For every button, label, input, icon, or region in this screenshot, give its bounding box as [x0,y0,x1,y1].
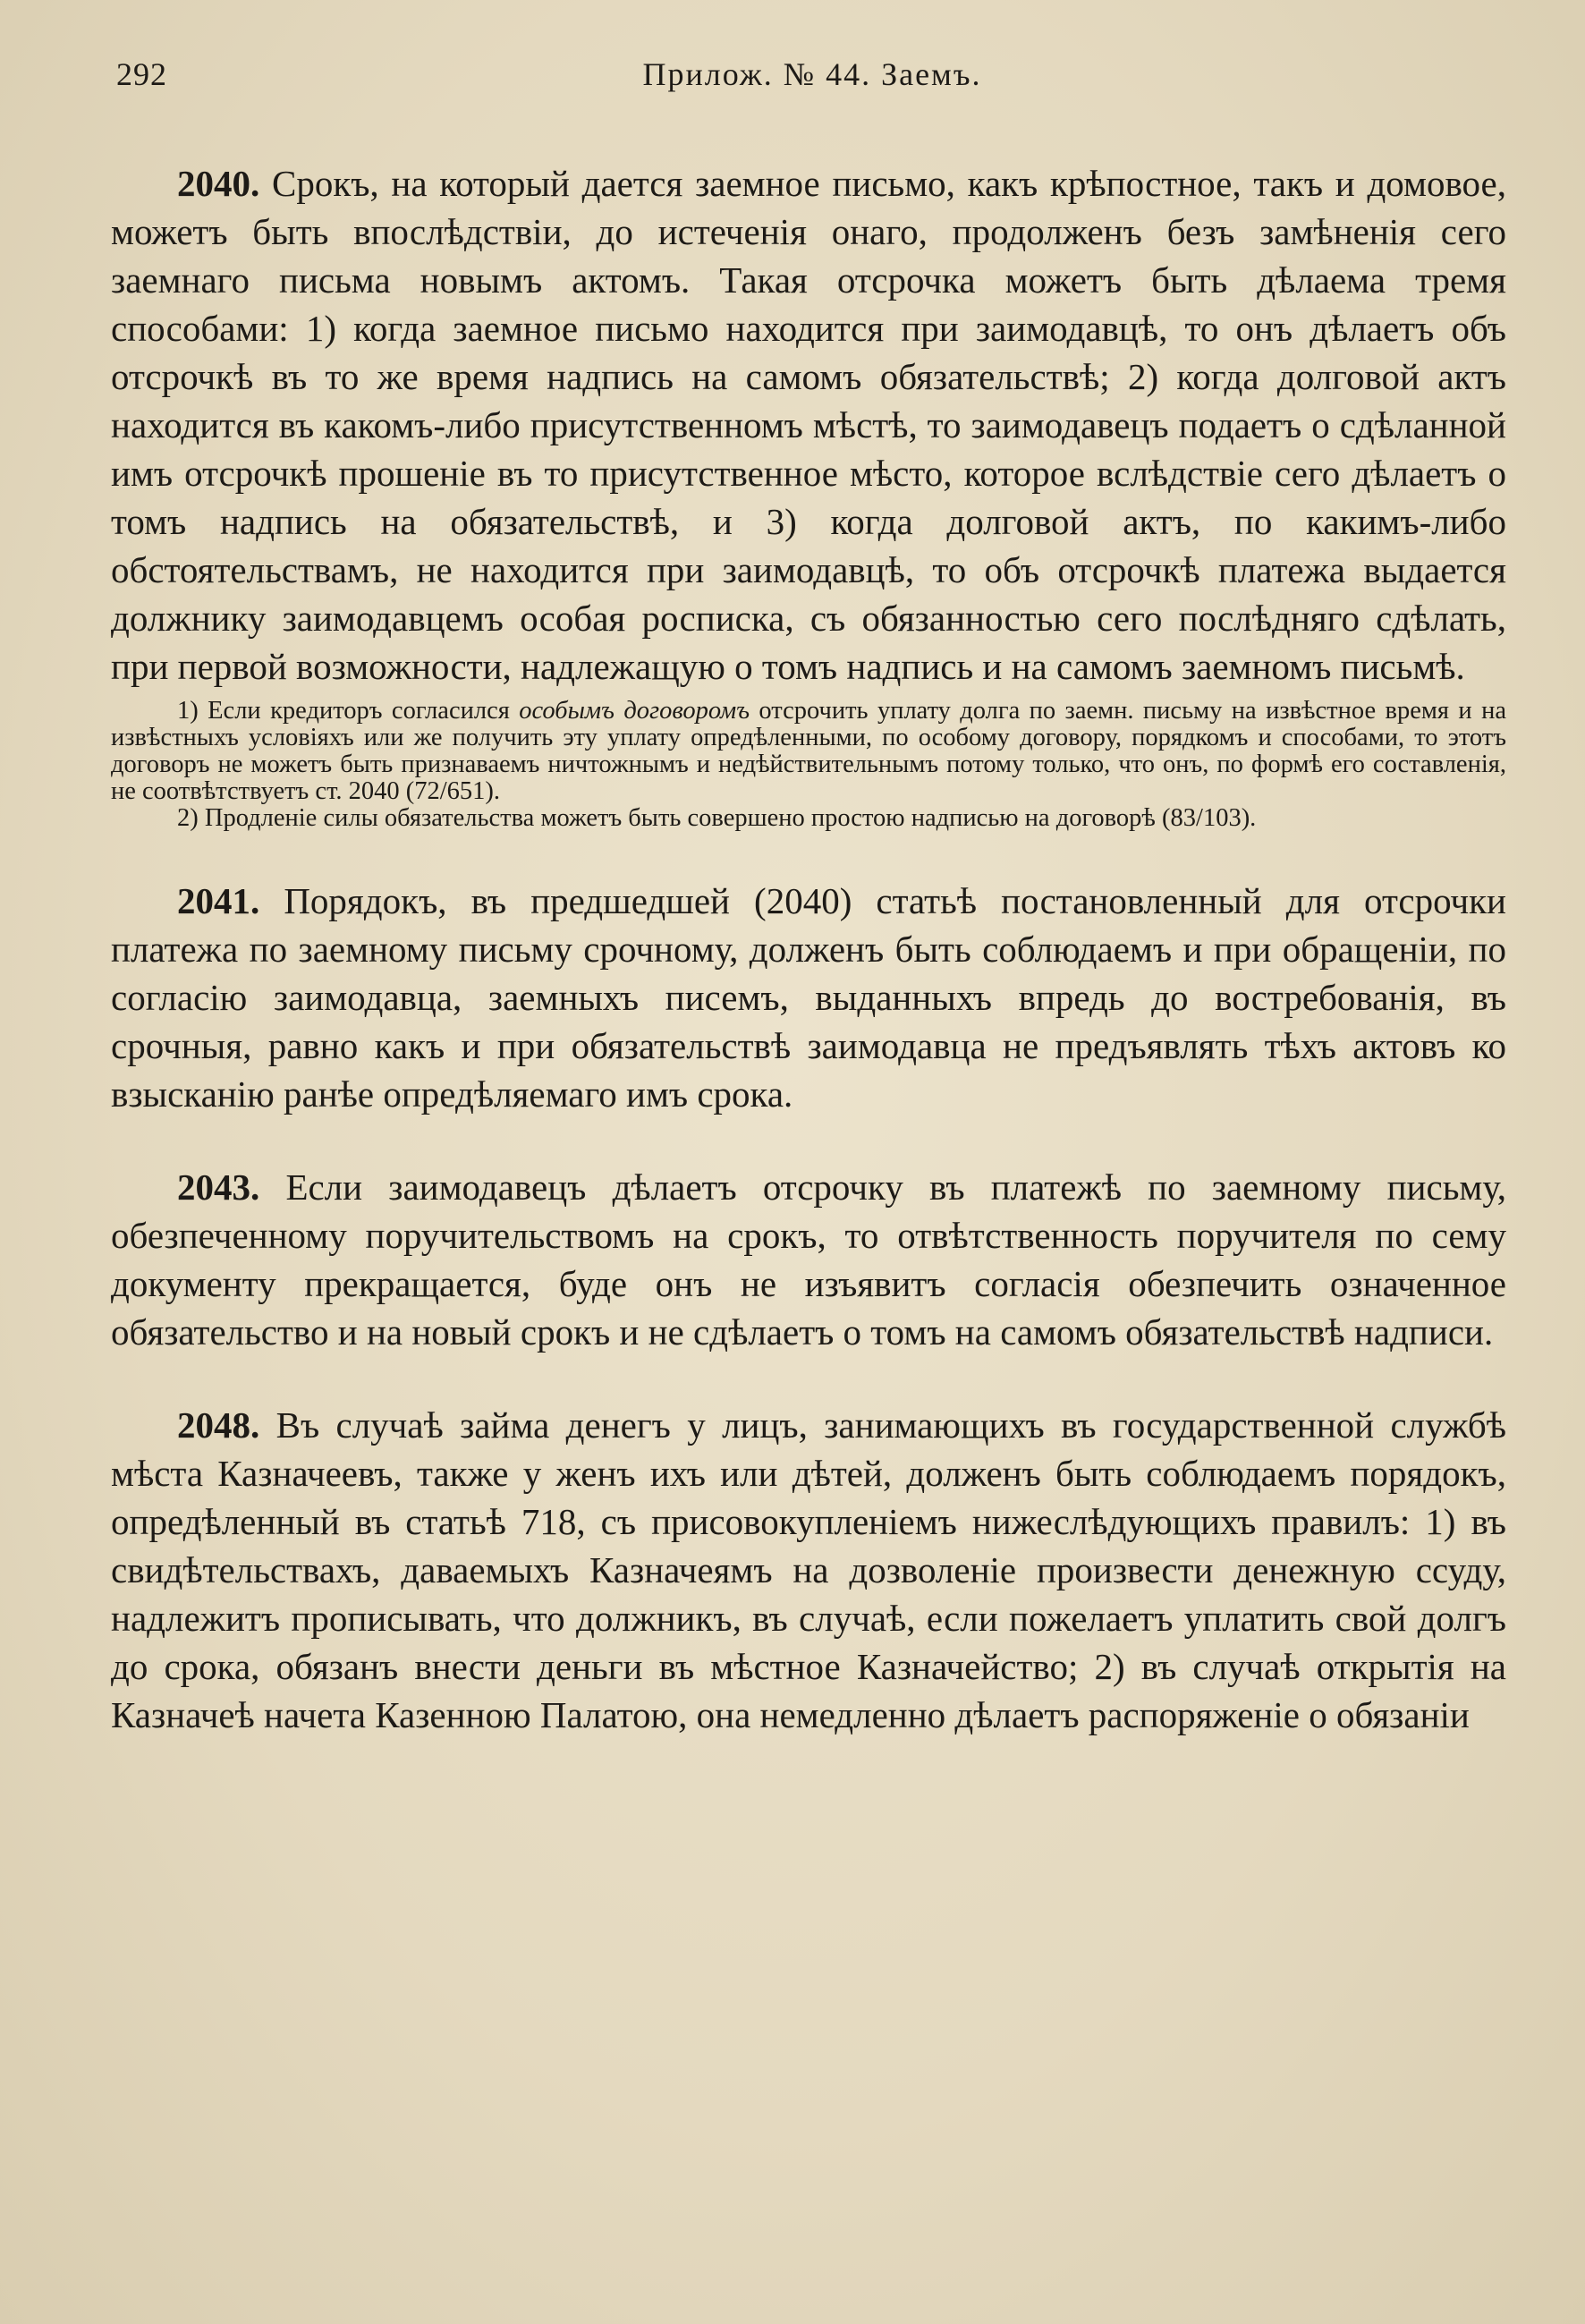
page-body [111,159,1506,1739]
article-number: 2040. [177,163,260,204]
running-title: Прилож. № 44. Заемъ. [642,56,982,92]
article-2040 [111,159,1506,691]
spacer [111,832,1506,877]
article-text: Порядокъ, въ предшедшей (2040) статьѣ постановленный для отсрочки платежа по заемному письму срочному, долженъ быть соблюдаемъ и при обращеніи, по согласію заимодавца, заемныхъ писемъ, выданныхъ впредь до востребованія, въ срочныя, равно какъ и при обязательствѣ заимодавца не предъявлять тѣхъ актовъ ко взысканію ранѣе опредѣляемаго имъ срока. [111,880,1507,1115]
footnote-text: 2) Продленіе силы обязательства можетъ быть совершено простою надписью на договорѣ (83/103). [177,804,1257,832]
article-text: Срокъ, на который дается заемное письмо, какъ крѣпостное, такъ и домовое, можетъ быть впослѣдствіи, до истеченія онаго, продолженъ безъ замѣненія сего заемнаго письма новымъ актомъ. Такая отсрочка можетъ быть дѣлаема тремя способами: 1) когда заемное письмо находится при заимодавцѣ, то онъ дѣлаетъ объ отсрочкѣ въ то же время надпись на самомъ обязательствѣ; 2) когда долговой актъ находится въ какомъ-либо присутственномъ мѣстѣ, то заимодавецъ подаетъ о сдѣланной имъ отсрочкѣ прошеніе въ то присутственное мѣсто, которое вслѣдствіе сего дѣлаетъ о томъ надпись на обязательствѣ, и 3) когда долговой актъ, по какимъ-либо обстоятельствамъ, не находится при заимодавцѣ, то объ отсрочкѣ платежа выдается должнику заимодавцемъ особая росписка, съ обязанностью сего послѣдняго сдѣлать, при первой возможности, надлежащую о томъ надпись и на самомъ заемномъ письмѣ. [111,163,1506,687]
page-header [114,55,1510,100]
article-2043 [111,1163,1506,1356]
footnote-text: отсрочить уплату долга по заемн. письму на извѣстное время и на извѣстныхъ условіяхъ или же получить эту уплату опредѣленными, по особому договору, порядкомъ и способами, то этотъ договоръ не можетъ быть признаваемъ ничтожнымъ и недѣйствительнымъ потому только, что онъ, по формѣ его составленія, не соотвѣтствуетъ ст. 2040 (72/651). [111,697,1506,805]
footnote-1 [111,698,1506,805]
spacer [111,1118,1506,1163]
footnote-emphasis: особымъ договоромъ [519,697,750,725]
footnote-text: 1) Если кредиторъ согласился [177,697,520,725]
spacer [111,1356,1506,1401]
article-text: Если заимодавецъ дѣлаетъ отсрочку въ платежѣ по заемному письму, обезпеченному поручительствомъ на срокъ, то отвѣтственность поручителя по сему документу прекращается, буде онъ не изъявитъ согласія обезпечить означенное обязательство и на новый срокъ и не сдѣлаетъ о томъ на самомъ обязательствѣ надписи. [111,1166,1506,1353]
footnote-2 [111,805,1506,832]
article-2041 [111,877,1506,1118]
article-text: Въ случаѣ займа денегъ у лицъ, занимающихъ въ государственной службѣ мѣста Казначеевъ, также у женъ ихъ или дѣтей, долженъ быть соблюдаемъ порядокъ, опредѣленный въ статьѣ 718, съ присовокупленіемъ нижеслѣдующихъ правилъ: 1) въ свидѣтельствахъ, даваемыхъ Казначеямъ на дозволеніе произвести денежную ссуду, надлежитъ прописывать, что должникъ, въ случаѣ, если пожелаетъ уплатить свой долгъ до срока, обязанъ внести деньги въ мѣстное Казначейство; 2) въ случаѣ открытія на Казначеѣ начета Казенною Палатою, она немедленно дѣлаетъ распоряженіе о обязаніи [111,1404,1506,1735]
article-number: 2043. [177,1166,260,1208]
article-number: 2041. [177,880,260,921]
footnotes-2040 [111,698,1506,832]
article-number: 2048. [177,1404,260,1446]
article-2048 [111,1401,1506,1739]
page-number: 292 [116,56,167,92]
